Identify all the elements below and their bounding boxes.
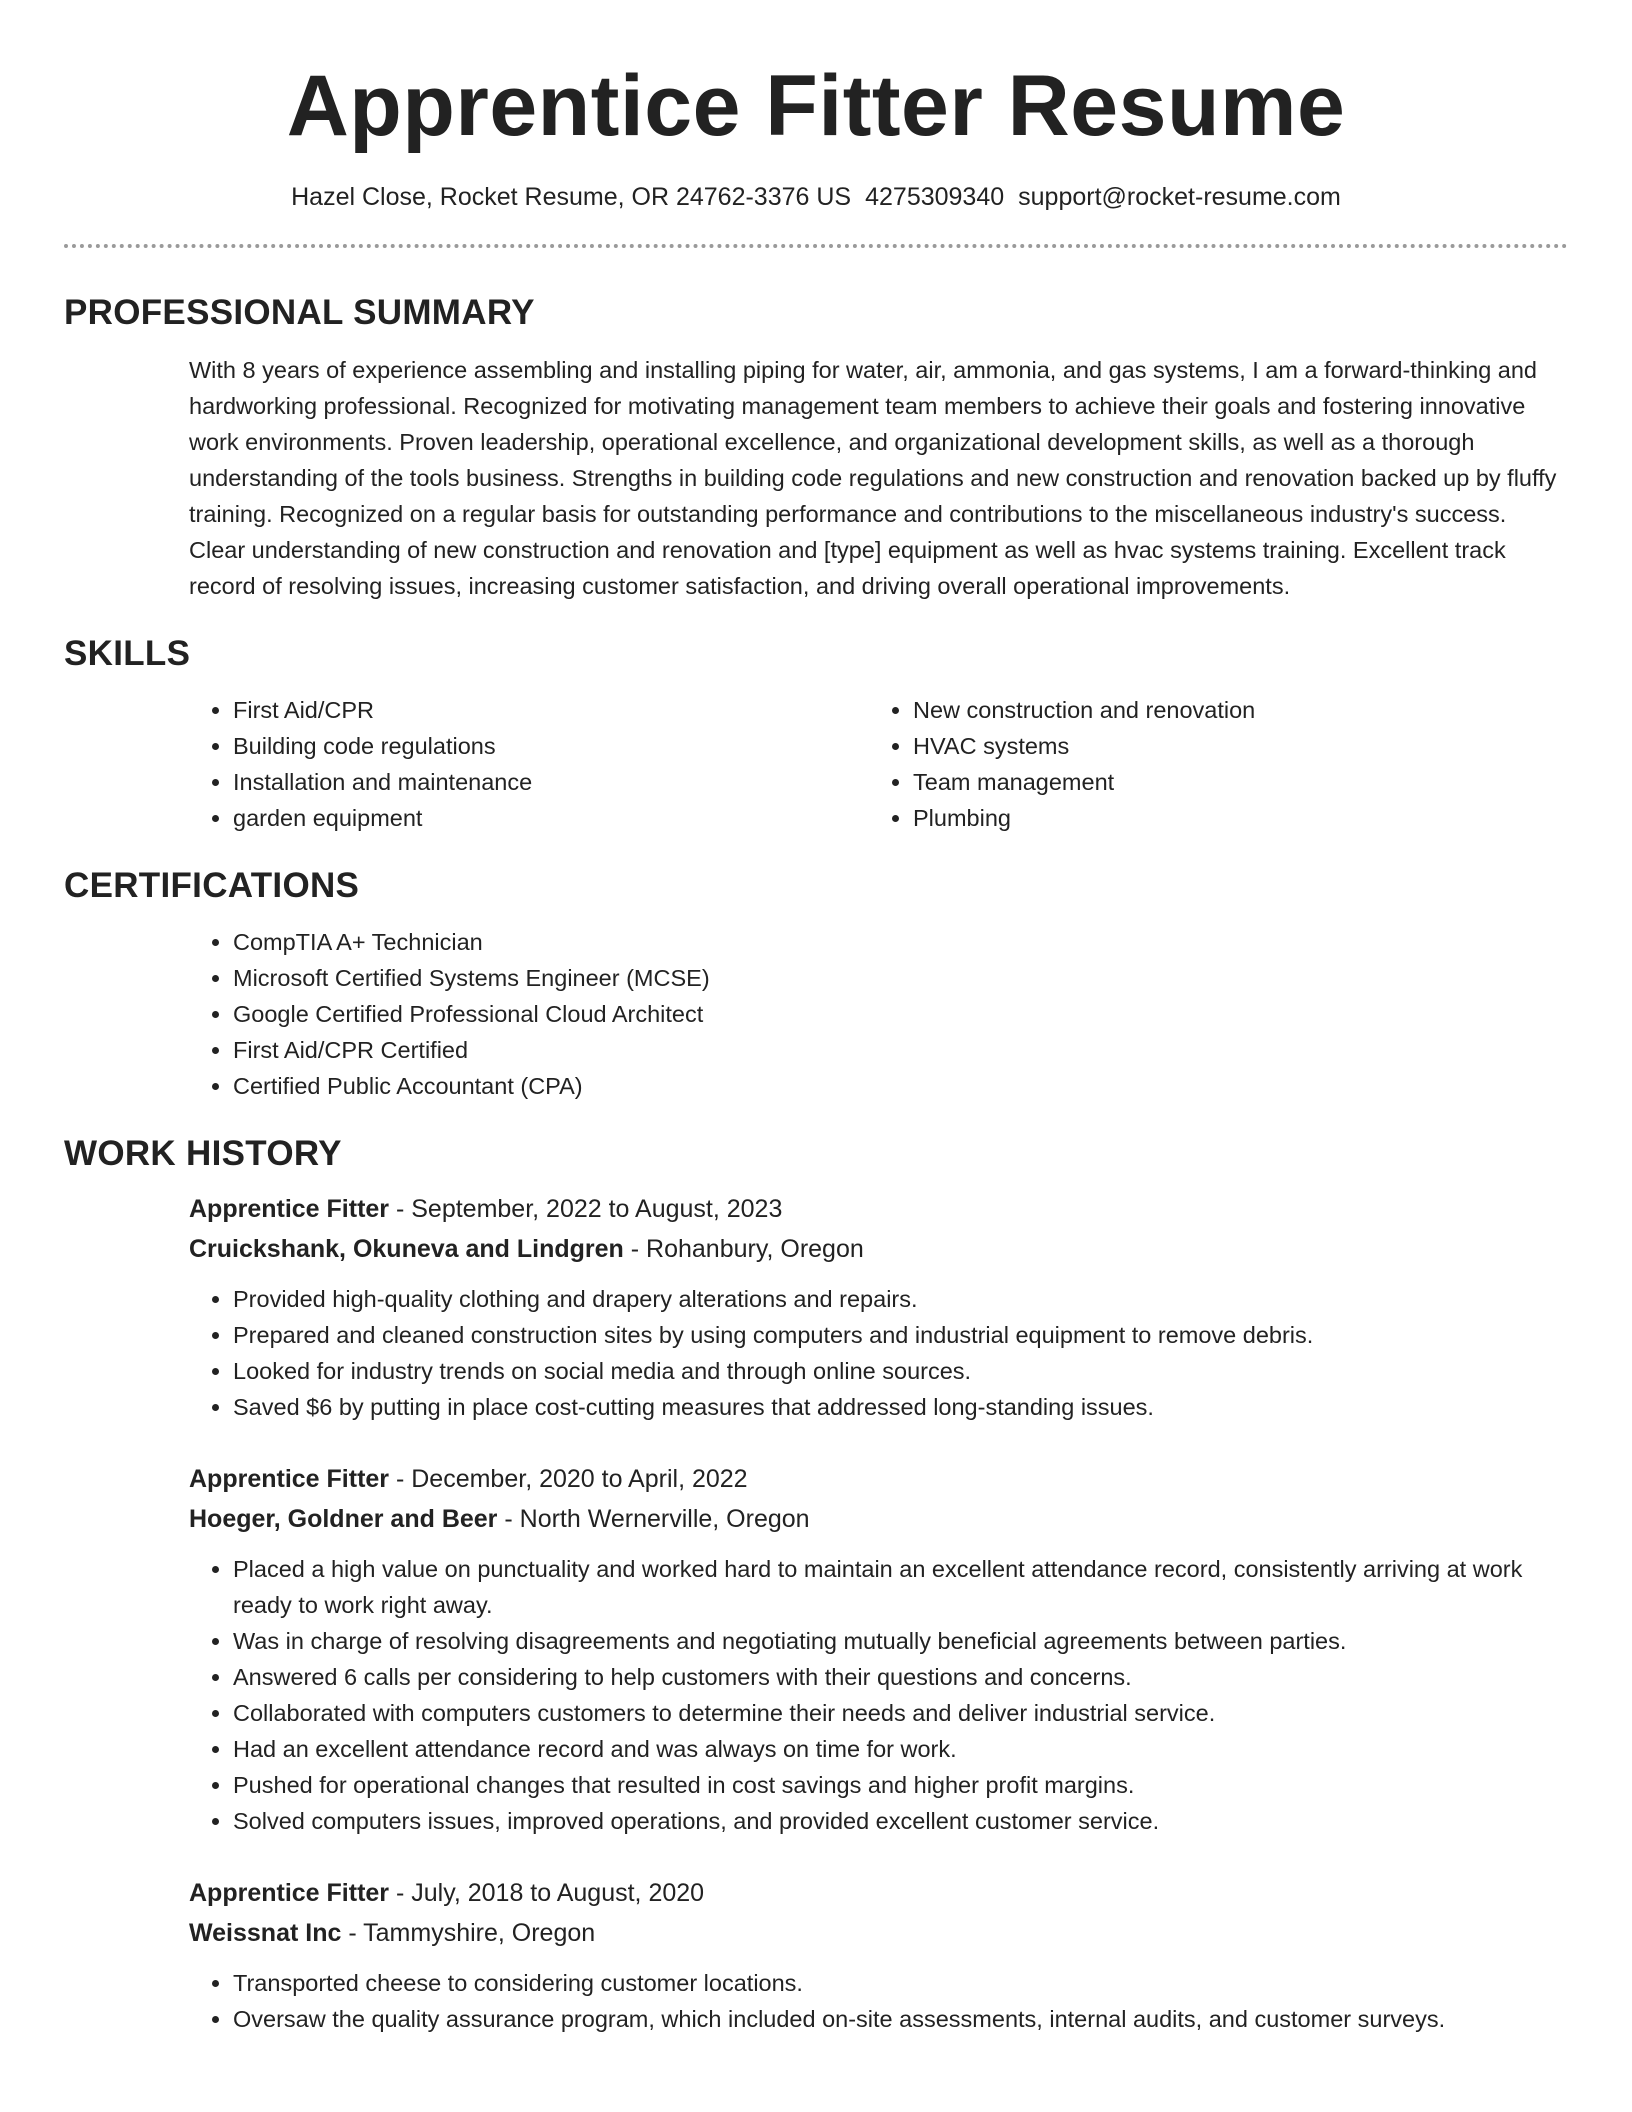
job-location: - Rohanbury, Oregon [623,1235,864,1263]
job-location: - Tammyshire, Oregon [341,1919,596,1947]
skills-list [189,692,1568,836]
job-duty: • Prepared and cleaned construction sites by using computers and industrial equipment to remove debris. [233,1317,1568,1353]
summary-heading: PROFESSIONAL SUMMARY [64,293,535,332]
certification-item: • CompTIA A+ Technician [233,924,1568,960]
job-role: Apprentice Fitter [189,1195,390,1223]
skills-heading: SKILLS [64,634,191,673]
job-company: Cruickshank, Okuneva and Lindgren [189,1235,624,1263]
contact-line [64,180,1568,214]
job-company-line [189,1913,1568,1953]
job-duty: • Oversaw the quality assurance program, which included on-site assessments, internal audits, and customer surveys. [233,2001,1568,2037]
certifications-list [189,924,1568,1104]
skills-column-left [189,692,869,836]
skill-item: • Installation and maintenance [233,764,869,800]
certification-item: • Microsoft Certified Systems Engineer (MCSE) [233,960,1568,996]
job-entry [189,1459,1568,1839]
job-company: Weissnat Inc [189,1919,342,1947]
job-role: Apprentice Fitter [189,1465,390,1493]
job-role-line [189,1873,1568,1913]
skill-item: • HVAC systems [913,728,1549,764]
job-duty: • Answered 6 calls per considering to help customers with their questions and concerns. [233,1659,1568,1695]
job-duties [189,1281,1568,1425]
job-company-line [189,1499,1568,1539]
certifications-heading: CERTIFICATIONS [64,866,360,905]
job-duty: • Transported cheese to considering customer locations. [233,1965,1568,2001]
header-divider [64,244,1568,248]
job-location: - North Wernerville, Oregon [497,1505,810,1533]
job-company: Hoeger, Goldner and Beer [189,1505,498,1533]
job-duties [189,1965,1568,2037]
job-role-line [189,1189,1568,1229]
skill-item: • New construction and renovation [913,692,1549,728]
contact-phone: 4275309340 [865,183,1005,211]
job-role-line [189,1459,1568,1499]
job-duty: • Placed a high value on punctuality and worked hard to maintain an excellent attendance record, consistently arriving at work ready to work right away. [233,1551,1568,1623]
skill-item: • Plumbing [913,800,1549,836]
job-company-line [189,1229,1568,1269]
job-duty: • Saved $6 by putting in place cost-cutting measures that addressed long-standing issues. [233,1389,1568,1425]
skill-item: • First Aid/CPR [233,692,869,728]
job-dates: - September, 2022 to August, 2023 [389,1195,783,1223]
contact-address: Hazel Close, Rocket Resume, OR 24762-3376 US [291,183,852,211]
job-duty: • Had an excellent attendance record and was always on time for work. [233,1731,1568,1767]
job-entry [189,1873,1568,2037]
skills-column-right [869,692,1549,836]
contact-email: support@rocket-resume.com [1018,183,1341,211]
summary-text: With 8 years of experience assembling and installing piping for water, air, ammonia, and gas systems, I am a forward-thinking and hardworking professional. Recognized for motivating management team members to achieve their goals and fostering innovative work environments. Proven leadership, operational excellence, and organizational development skills, as well as a thorough understanding of the tools business. Strengths in building code regulations and new construction and renovation backed up by fluffy training. Recognized on a regular basis for outstanding performance and contributions to the miscellaneous industry's success. Clear understanding of new construction and renovation and [type] equipment as well as hvac systems training. Excellent track record of resolving issues, increasing customer satisfaction, and driving overall operational improvements. [189,357,1557,599]
skill-item: • Team management [913,764,1549,800]
skill-item: • Building code regulations [233,728,869,764]
certification-item: • First Aid/CPR Certified [233,1032,1568,1068]
job-duty: • Was in charge of resolving disagreements and negotiating mutually beneficial agreements between parties. [233,1623,1568,1659]
job-dates: - December, 2020 to April, 2022 [389,1465,748,1493]
resume-page [64,0,1568,2037]
certification-item: • Google Certified Professional Cloud Architect [233,996,1568,1032]
job-dates: - July, 2018 to August, 2020 [389,1879,705,1907]
job-duty: • Collaborated with computers customers to determine their needs and deliver industrial service. [233,1695,1568,1731]
job-duty: • Looked for industry trends on social media and through online sources. [233,1353,1568,1389]
certification-item: • Certified Public Accountant (CPA) [233,1068,1568,1104]
job-duty: • Provided high-quality clothing and drapery alterations and repairs. [233,1281,1568,1317]
work-history-heading: WORK HISTORY [64,1134,342,1173]
job-duties [189,1551,1568,1839]
job-entry [189,1189,1568,1425]
job-duty: • Pushed for operational changes that resulted in cost savings and higher profit margins. [233,1767,1568,1803]
resume-title: Apprentice Fitter Resume [286,58,1346,154]
skill-item: • garden equipment [233,800,869,836]
job-role: Apprentice Fitter [189,1879,390,1907]
job-duty: • Solved computers issues, improved operations, and provided excellent customer service. [233,1803,1568,1839]
